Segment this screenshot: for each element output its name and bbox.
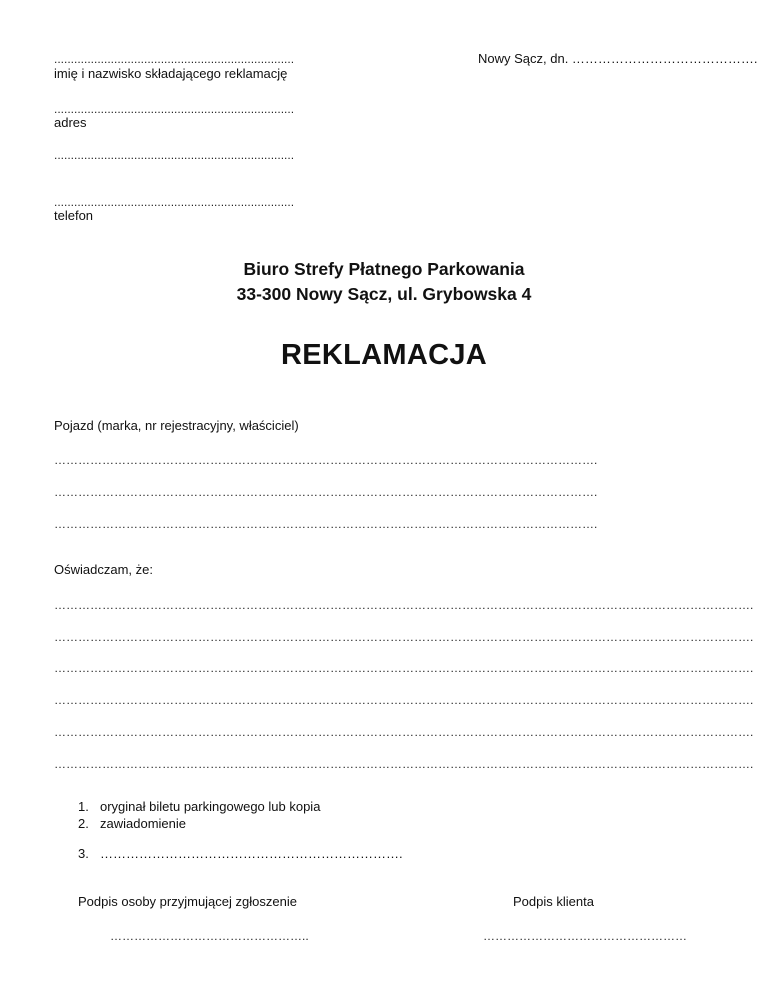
attachment-number: 3. [78,846,89,861]
client-signature-line: …………………………………………… [483,929,687,943]
attachment-item [78,799,320,815]
vehicle-label: Pojazd (marka, nr rejestracyjny, właściciel) [54,418,299,433]
address-label: adres [54,115,87,130]
vehicle-line: ………………………………………………………………………………………………………………………. [54,517,598,531]
attachment-text: oryginał biletu parkingowego lub kopia [100,799,321,814]
phone-label: telefon [54,208,94,223]
statement-line: …………………………………………………………………………………………………………………………………………………………. [54,598,754,612]
attachment-text: zawiadomienie [100,816,186,831]
statement-line: …………………………………………………………………………………………………………………………………………………………. [54,725,754,739]
document-title: REKLAMACJA [281,339,487,371]
statement-label: Oświadczam, że: [54,562,153,577]
statement-line: …………………………………………………………………………………………………………………………………………………………. [54,630,754,644]
phone-line: ........................................................................ [54,195,295,209]
attachment-text: ……………………………………………………………. [100,846,403,861]
statement-line: …………………………………………………………………………………………………………………………………………………………. [54,693,754,707]
attachment-number: 2. [78,816,89,831]
place-date: Nowy Sącz, dn. ……………………………………. [478,51,758,66]
name-label: imię i nazwisko składającego reklamację [54,66,288,81]
recipient-line-2: 33-300 Nowy Sącz, ul. Grybowska 4 [236,284,532,304]
vehicle-line: ………………………………………………………………………………………………………………………. [54,485,598,499]
vehicle-line: ………………………………………………………………………………………………………………………. [54,453,598,467]
recipient-line-1: Biuro Strefy Płatnego Parkowania [243,259,525,279]
statement-line: …………………………………………………………………………………………………………………………………………………………. [54,661,754,675]
address-line: ........................................................................ [54,102,295,116]
attachment-number: 1. [78,799,89,814]
receiver-signature-line: ………………………………………….. [110,929,309,943]
statement-line: …………………………………………………………………………………………………………………………………………………………. [54,757,754,771]
attachment-item [78,816,186,832]
address-line-2: ........................................................................ [54,148,295,162]
attachment-item [78,846,403,862]
client-signature-label: Podpis klienta [513,894,594,909]
receiver-signature-label: Podpis osoby przyjmującej zgłoszenie [78,894,297,909]
name-line: ........................................................................ [54,52,295,66]
